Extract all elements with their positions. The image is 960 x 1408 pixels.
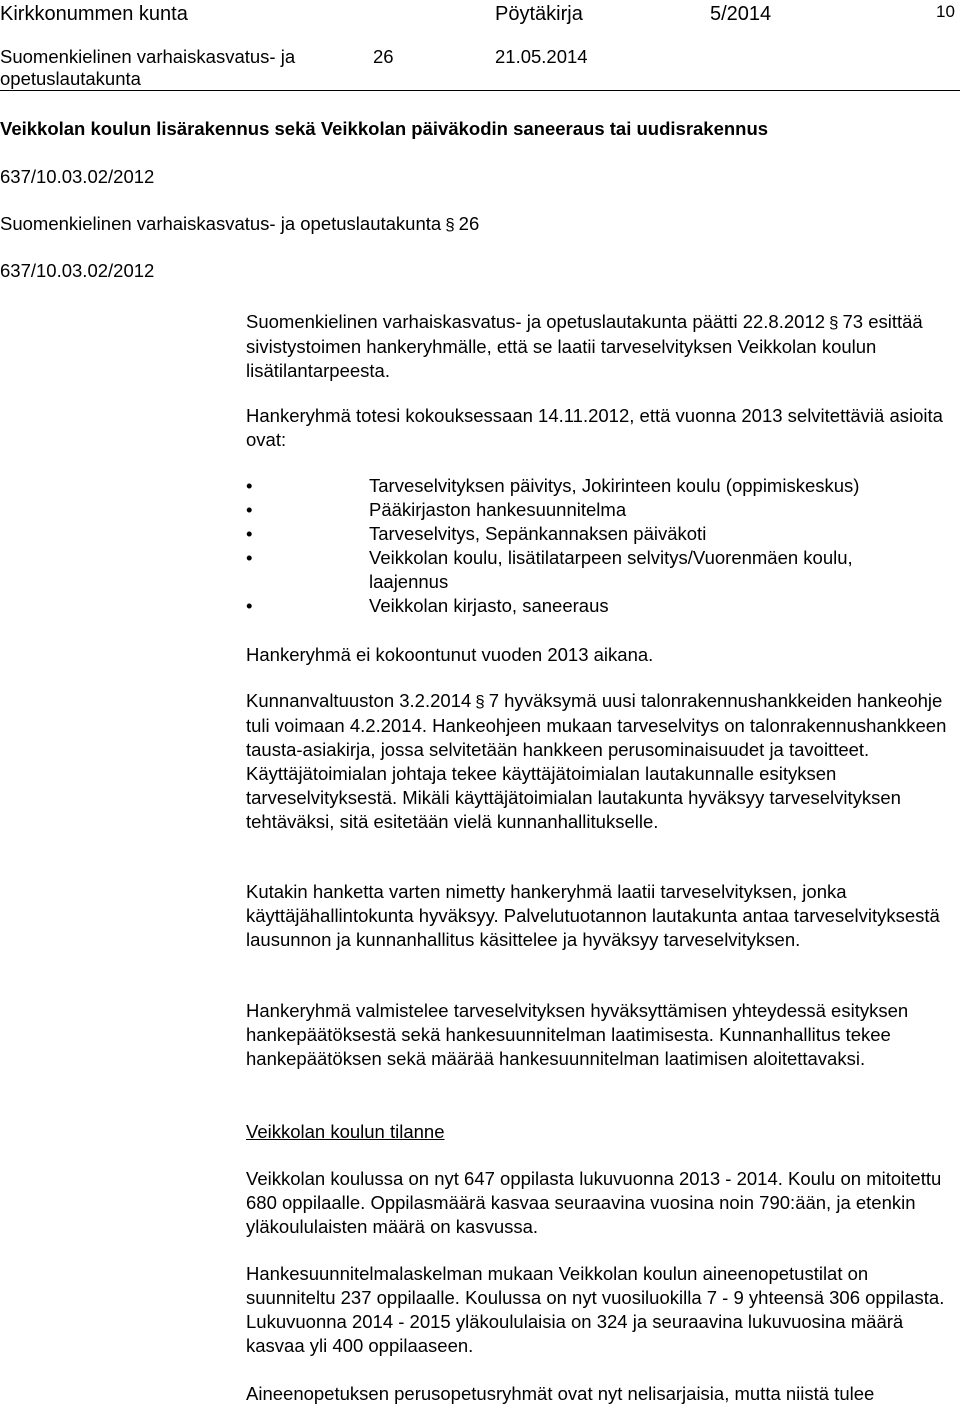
bullet-icon: • — [246, 595, 253, 616]
paragraph-project-group-text: Hankeryhmä totesi kokouksessaan 14.11.2012, että vuonna 2013 selvitettäviä asioita ovat: — [246, 405, 943, 450]
bullet-icon: • — [246, 499, 253, 520]
paragraph-council-text-a: Kunnanvaltuuston 3.2.2014 — [246, 690, 472, 711]
bullet-icon: • — [246, 475, 253, 496]
paragraph-project-group — [246, 404, 960, 452]
list-item-text: Tarveselvityksen päivitys, Jokirinteen koulu (oppimiskeskus) — [369, 475, 860, 496]
document-title: Veikkolan koulun lisärakennus sekä Veikkolan päiväkodin saneeraus tai uudisrakennus — [0, 118, 769, 139]
paragraph-decision-text-a: Suomenkielinen varhaiskasvatus- ja opetuslautakunta päätti 22.8.2012 — [246, 311, 826, 332]
paragraph-council-text-b: 7 hyväksymä uusi talonrakennushankkeiden hankeohje tuli voimaan 4.2.2014. Hankeohjeen mukaan tarveselvitys on talonrakennushankkeen tausta-asiakirja, jossa selvitetään hankkeen perusominaisuudet ja tavoitteet. Käyttäjätoimialan johtaja tekee käyttäjätoimialan lautakunnalle esityksen tarveselvityksestä. Mikäli käyttäjätoimialan lautakunta hyväksyy tarveselvityksen tehtäväksi, sitä esitetään vielä kunnanhallitukselle. — [246, 690, 947, 832]
section-symbol-icon: § — [829, 313, 839, 332]
list-item-text: Veikkolan koulu, lisätilatarpeen selvitys/Vuorenmäen koulu, laajennus — [369, 547, 853, 592]
bullet-icon: • — [246, 547, 253, 568]
list-item-text: Pääkirjaston hankesuunnitelma — [369, 499, 627, 520]
list-item — [246, 594, 960, 618]
paragraph-council — [246, 689, 960, 834]
record-number-1: 637/10.03.02/2012 — [0, 166, 155, 187]
section-reference-number: 26 — [458, 213, 480, 234]
bullet-icon: • — [246, 523, 253, 544]
section-number: 26 — [373, 46, 394, 67]
subheading — [246, 1120, 960, 1144]
subheading-text: Veikkolan koulun tilanne — [246, 1121, 445, 1142]
list-item — [246, 546, 960, 594]
document-number: 5/2014 — [710, 3, 772, 25]
list-item — [246, 474, 960, 498]
paragraph-project-decision — [246, 999, 960, 1071]
header-divider — [0, 90, 960, 91]
paragraph-project-group-prepares — [246, 880, 960, 952]
issue-list — [246, 474, 960, 618]
paragraph-project-group-prepares-text: Kutakin hanketta varten nimetty hankeryhmä laatii tarveselvityksen, jonka käyttäjähallintokunta hyväksyy. Palvelutuotannon lautakunta antaa tarveselvityksestä lausunnon ja kunnanhallitus käsittelee ja hyväksyy tarveselvityksen. — [246, 881, 940, 950]
section-symbol-icon: § — [475, 692, 485, 711]
meeting-date: 21.05.2014 — [495, 46, 588, 67]
paragraph-calculation — [246, 1262, 960, 1358]
body-name-line2: opetuslautakunta — [0, 68, 141, 89]
paragraph-school-status-text: Veikkolan koulussa on nyt 647 oppilasta lukuvuonna 2013 - 2014. Koulu on mitoitettu 680 oppilaalle. Oppilasmäärä kasvaa seuraavina vuosina noin 790:ään, ja etenkin yläkoululaisten määrä on kasvussa. — [246, 1168, 942, 1237]
municipality-name: Kirkkonummen kunta — [0, 3, 188, 25]
body-name-line1: Suomenkielinen varhaiskasvatus- ja — [0, 46, 296, 67]
paragraph-no-meetings — [246, 643, 960, 667]
paragraph-school-status — [246, 1167, 960, 1239]
paragraph-decision-text-b: 73 esittää sivistystoimen hankeryhmälle, että se laatii tarveselvityksen Veikkolan koulun lisätilantarpeesta. — [246, 311, 923, 381]
paragraph-project-decision-text: Hankeryhmä valmistelee tarveselvityksen hyväksyttämisen yhteydessä esityksen hankepäätöksestä sekä hankesuunnitelman laatimisesta. Kunnanhallitus tekee hankepäätöksen sekä määrää hankesuunnitelman laatimisen aloitettavaksi. — [246, 1000, 909, 1069]
list-item — [246, 498, 960, 522]
section-reference — [0, 212, 479, 237]
paragraph-no-meetings-text: Hankeryhmä ei kokoontunut vuoden 2013 aikana. — [246, 644, 654, 665]
section-reference-text: Suomenkielinen varhaiskasvatus- ja opetuslautakunta — [0, 213, 442, 234]
list-item-text: Veikkolan kirjasto, saneeraus — [369, 595, 609, 616]
list-item — [246, 522, 960, 546]
record-number-2: 637/10.03.02/2012 — [0, 260, 155, 281]
paragraph-calculation-text: Hankesuunnitelmalaskelman mukaan Veikkolan koulun aineenopetustilat on suunniteltu 237 oppilaalle. Koulussa on nyt vuosiluokilla 7 - 9 yhteensä 306 oppilasta. Lukuvuonna 2014 - 2015 yläkoululaisia on 324 ja seuraavina lukuvuosina määrä kasvaa yli 400 oppilaaseen. — [246, 1263, 945, 1356]
list-item-text: Tarveselvitys, Sepänkannaksen päiväkoti — [369, 523, 707, 544]
page-number: 10 — [936, 2, 955, 21]
paragraph-decision — [246, 310, 960, 383]
document-type: Pöytäkirja — [495, 3, 583, 25]
paragraph-teaching-groups — [246, 1382, 960, 1406]
paragraph-teaching-groups-text: Aineenopetuksen perusopetusryhmät ovat nyt nelisarjaisia, mutta niistä tulee — [246, 1383, 875, 1404]
section-symbol-icon: § — [445, 215, 455, 234]
